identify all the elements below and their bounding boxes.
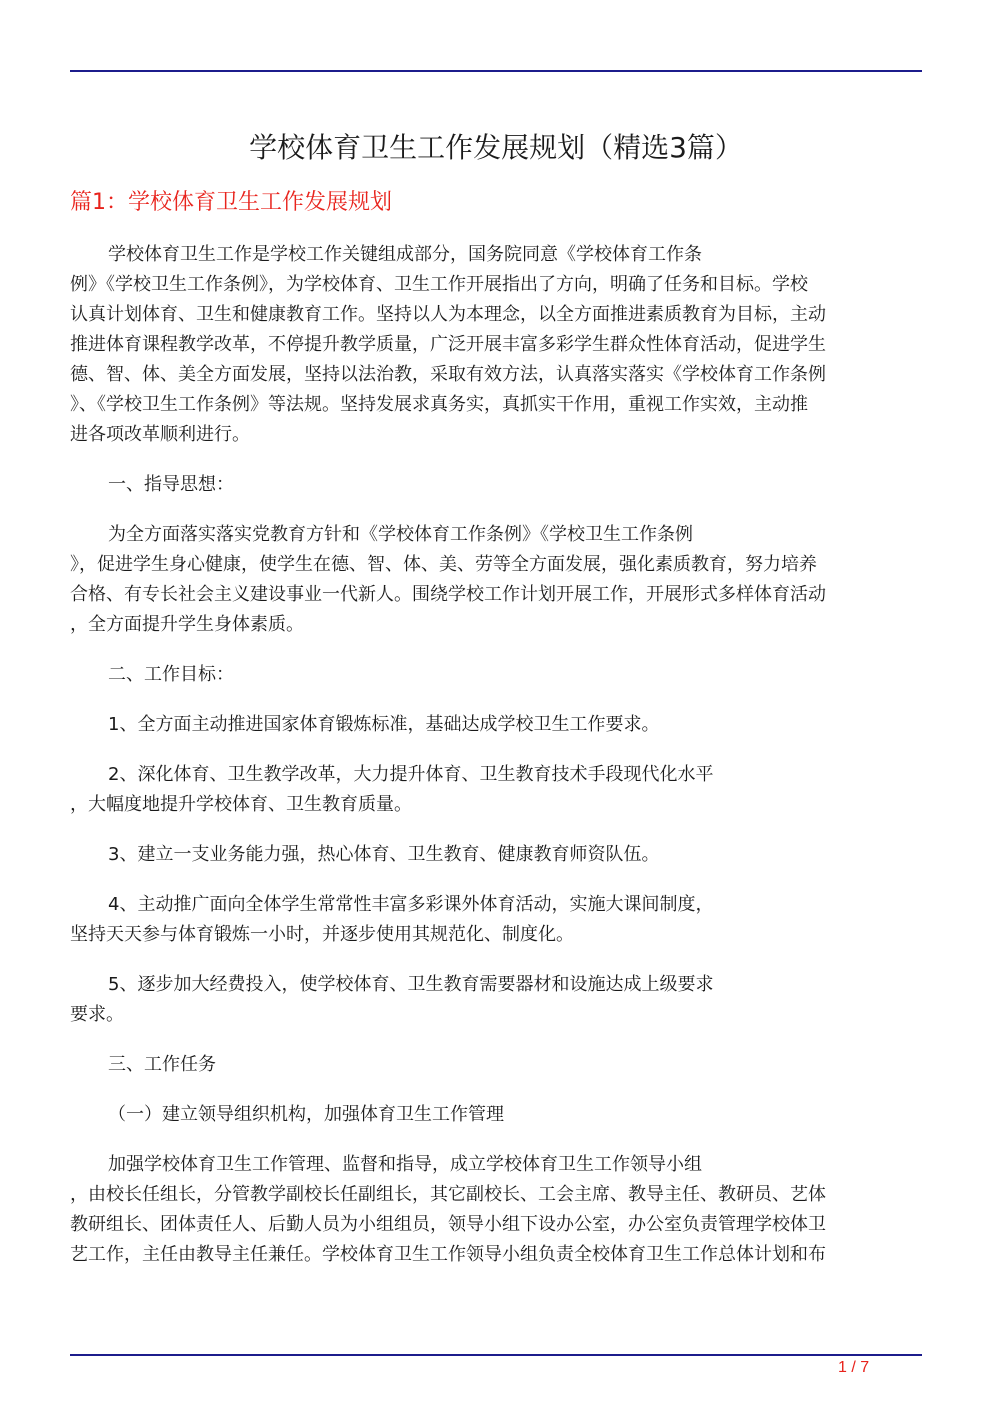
heading-work-goals <box>70 660 912 690</box>
text-line: 加强学校体育卫生工作管理、监督和指导，成立学校体育卫生工作领导小组 <box>108 1154 702 1175</box>
text-line: 要求。 <box>70 1004 124 1025</box>
text-line: ，全方面提升学生身体素质。 <box>70 614 304 635</box>
text-line: 5、逐步加大经费投入，使学校体育、卫生教育需要器材和设施达成上级要求 <box>108 974 714 995</box>
paragraph-guiding-thought <box>70 520 912 640</box>
text-line: 2、深化体育、卫生教学改革，大力提升体育、卫生教育技术手段现代化水平 <box>108 764 714 785</box>
text-line: 为全方面落实落实党教育方针和《学校体育工作条例》《学校卫生工作条例 <box>108 524 693 545</box>
text-line: 例》《学校卫生工作条例》，为学校体育、卫生工作开展指出了方向，明确了任务和目标。学校 <box>70 274 808 295</box>
paragraph-task-1 <box>70 1150 912 1270</box>
text-line: 进各项改革顺利进行。 <box>70 424 250 445</box>
document-title: 学校体育卫生工作发展规划（精选3篇） <box>249 131 743 164</box>
text-line: 》，促进学生身心健康，使学生在德、智、体、美、劳等全方面发展，强化素质教育，努力培养 <box>70 554 817 575</box>
goal-item-1 <box>70 710 912 740</box>
text-line: 推进体育课程教学改革，不停提升教学质量，广泛开展丰富多彩学生群众性体育活动，促进学生 <box>70 334 826 355</box>
text-line: ，大幅度地提升学校体育、卫生教育质量。 <box>70 794 412 815</box>
goal-item-2 <box>70 760 912 820</box>
text-line: 德、智、体、美全方面发展，坚持以法治教，采取有效方法，认真落实落实《学校体育工作条例 <box>70 364 826 385</box>
subheading-task-1 <box>70 1100 912 1130</box>
text-line: 3、建立一支业务能力强，热心体育、卫生教育、健康教育师资队伍。 <box>108 844 660 865</box>
goal-item-4 <box>70 890 912 950</box>
heading-guiding-thought <box>70 470 912 500</box>
paragraph-intro <box>70 240 912 450</box>
page-number: 1 / 7 <box>838 1359 870 1376</box>
text-line: 教研组长、团体责任人、后勤人员为小组组员，领导小组下设办公室，办公室负责管理学校体卫 <box>70 1214 826 1235</box>
text-line: 二、工作目标： <box>108 664 234 685</box>
text-line: ，由校长任组长，分管教学副校长任副组长，其它副校长、工会主席、教导主任、教研员、艺体 <box>70 1184 826 1205</box>
text-line: 认真计划体育、卫生和健康教育工作。坚持以人为本理念，以全方面推进素质教育为目标，主动 <box>70 304 826 325</box>
text-line: 》、《学校卫生工作条例》等法规。坚持发展求真务实，真抓实干作用，重视工作实效，主动推 <box>70 394 808 415</box>
header-rule <box>70 70 922 72</box>
footer-rule <box>70 1354 922 1356</box>
text-line: 4、主动推广面向全体学生常常性丰富多彩课外体育活动，实施大课间制度， <box>108 894 714 915</box>
document-body <box>70 240 912 1290</box>
heading-work-tasks <box>70 1050 912 1080</box>
text-line: 艺工作，主任由教导主任兼任。学校体育卫生工作领导小组负责全校体育卫生工作总体计划和布 <box>70 1244 826 1265</box>
section-heading: 篇1：学校体育卫生工作发展规划 <box>70 190 392 215</box>
goal-item-5 <box>70 970 912 1030</box>
text-line: 一、指导思想： <box>108 474 234 495</box>
text-line: 学校体育卫生工作是学校工作关键组成部分，国务院同意《学校体育工作条 <box>108 244 702 265</box>
goal-item-3 <box>70 840 912 870</box>
text-line: 1、全方面主动推进国家体育锻炼标准，基础达成学校卫生工作要求。 <box>108 714 660 735</box>
text-line: 坚持天天参与体育锻炼一小时，并逐步使用其规范化、制度化。 <box>70 924 574 945</box>
text-line: 三、工作任务 <box>108 1054 216 1075</box>
text-line: （一）建立领导组织机构，加强体育卫生工作管理 <box>108 1104 504 1125</box>
text-line: 合格、有专长社会主义建设事业一代新人。围绕学校工作计划开展工作，开展形式多样体育活动 <box>70 584 826 605</box>
